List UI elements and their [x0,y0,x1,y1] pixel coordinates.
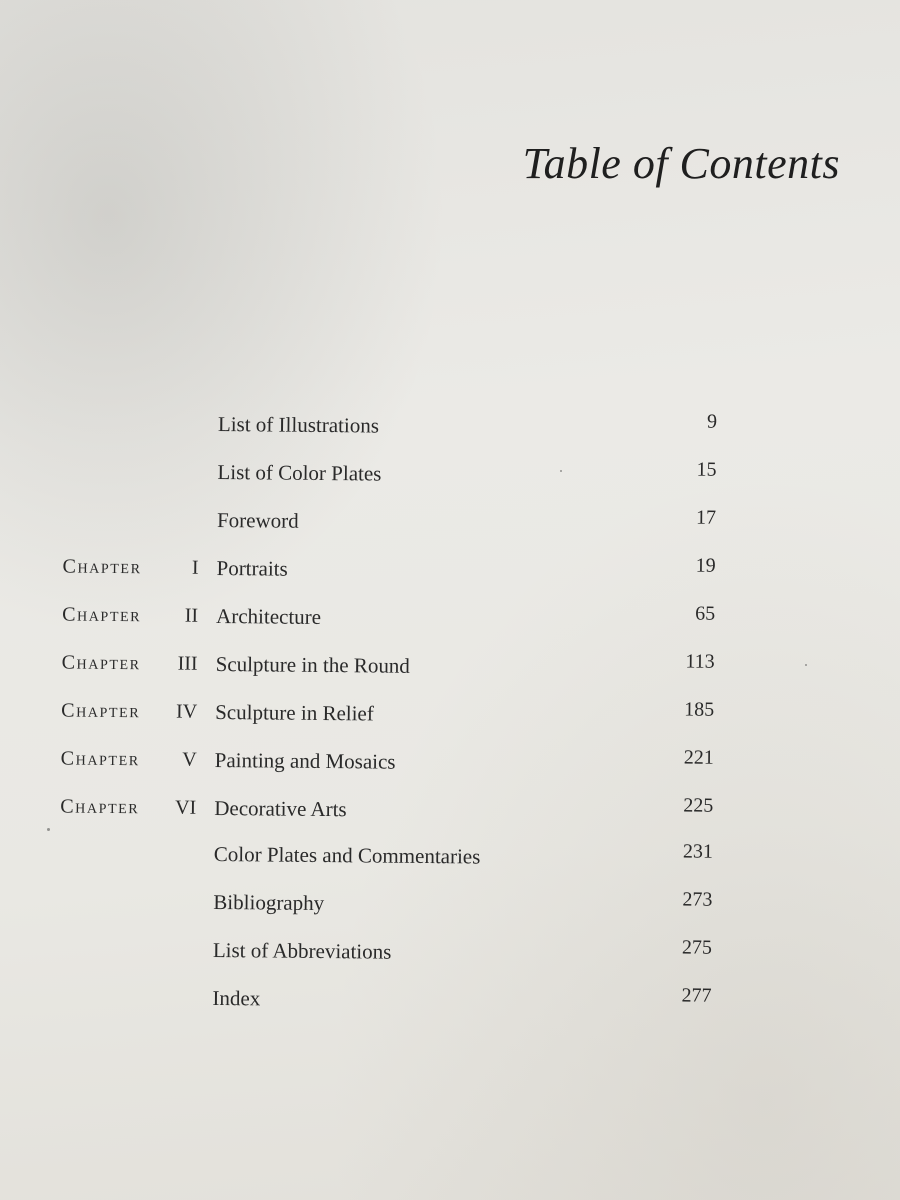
chapter-word: Chapter [62,555,142,579]
toc-row [0,456,900,499]
chapter-word: Chapter [62,603,142,627]
chapter-label [62,552,198,581]
toc-row [0,838,896,881]
toc-entry-title: Sculpture in the Round [215,651,410,678]
toc-entry-title: Sculpture in Relief [215,699,374,726]
chapter-label [64,409,200,410]
chapter-label [59,934,195,935]
paper-speck [47,828,50,831]
chapter-label [62,600,198,629]
toc-page-number: 231 [682,840,713,863]
toc-page-number: 273 [682,888,713,911]
toc-row [0,934,895,977]
toc-entry-title: Painting and Mosaics [214,747,396,774]
chapter-number: VI [175,796,197,819]
toc-row [0,886,895,929]
toc-row [0,982,895,1025]
chapter-label [59,982,195,983]
toc-row [0,408,900,451]
chapter-number: III [177,652,198,675]
toc-entry-title: List of Abbreviations [212,937,392,964]
toc-row [0,696,897,739]
page-title: Table of Contents [522,139,840,188]
chapter-label [62,648,198,677]
chapter-label [60,792,196,821]
toc-entry-title: Foreword [216,507,299,533]
paper-speck [805,664,807,666]
toc-entry-title: List of Illustrations [217,411,380,438]
chapter-label [60,886,196,887]
chapter-label [60,838,196,839]
chapter-number: IV [175,700,198,723]
toc-entry-title: Color Plates and Commentaries [213,841,481,869]
toc-page-number: 15 [696,458,717,481]
toc-row [0,600,898,643]
toc-page-number: 113 [685,650,715,673]
toc-page-number: 9 [706,410,718,433]
chapter-label [64,457,200,458]
toc-entry-title: Decorative Arts [214,795,347,822]
chapter-number: II [184,604,199,627]
toc-row [0,504,899,547]
toc-page-number: 185 [684,698,715,721]
chapter-word: Chapter [60,747,140,771]
chapter-label [61,744,197,773]
toc-entry-title: List of Color Plates [217,459,382,486]
toc-page-number: 19 [695,554,716,577]
toc-row [0,744,897,787]
toc-entry-title: Architecture [216,603,322,629]
chapter-label [61,696,197,725]
toc-page-number: 225 [683,794,714,817]
toc-entry-title: Index [212,985,261,1011]
paper-speck [560,470,562,472]
toc-page-number: 17 [695,506,717,529]
toc-row [0,552,899,595]
toc-row [0,648,898,691]
toc-entry-title: Portraits [216,555,288,581]
toc-page-number: 221 [683,746,714,769]
toc-page-number: 65 [695,602,716,625]
chapter-label [63,504,199,505]
toc-page-number: 275 [681,936,713,959]
toc-page-number: 277 [681,984,712,1007]
chapter-word: Chapter [61,651,141,675]
chapter-word: Chapter [61,699,141,723]
chapter-word: Chapter [60,795,140,819]
chapter-number: V [182,748,197,771]
toc-entry-title: Bibliography [213,889,325,916]
chapter-number: I [191,556,199,579]
toc-row [0,792,896,835]
